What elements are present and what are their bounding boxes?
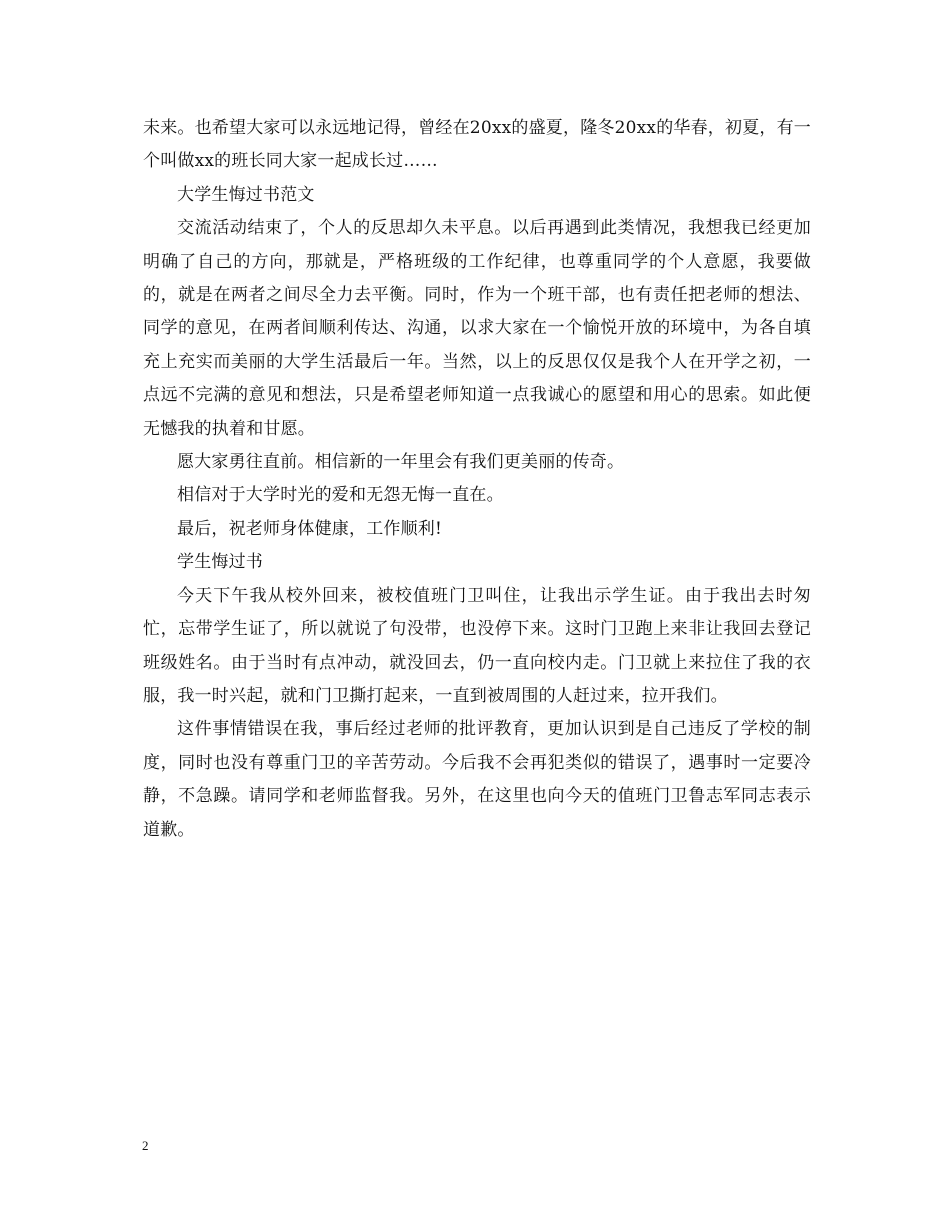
- page-number: 2: [142, 1138, 149, 1153]
- paragraph-apology: 这件事情错误在我，事后经过老师的批评教育，更加认识到是自己违反了学校的制度，同时也没有尊重门卫的辛苦劳动。今后我不会再犯类似的错误了，遇事时一定要冷静，不急躁。请同学和老师监督我。另外，在这里也向今天的值班门卫鲁志军同志表示道歉。: [143, 719, 811, 840]
- paragraph-reflection: 交流活动结束了，个人的反思却久未平息。以后再遇到此类情况，我想我已经更加明确了自己的方向，那就是，严格班级的工作纪律，也尊重同学的个人意愿，我要做的，就是在两者之间尽全力去平衡。同时，作为一个班干部，也有责任把老师的想法、同学的意见，在两者间顺利传达、沟通，以求大家在一个愉悦开放的环境中，为各自填充上充实而美丽的大学生活最后一年。当然，以上的反思仅仅是我个人在开学之初，一点远不完满的意见和想法，只是希望老师知道一点我诚心的愿望和用心的思索。如此便无憾我的执着和甘愿。: [143, 218, 811, 439]
- section-heading-student-apology: 学生悔过书: [177, 552, 263, 573]
- paragraph-wish: 愿大家勇往直前。相信新的一年里会有我们更美丽的传奇。: [177, 452, 625, 473]
- document-body: [143, 112, 811, 847]
- paragraph-closing: 最后，祝老师身体健康，工作顺利!: [177, 518, 443, 539]
- section-heading-college-apology: 大学生悔过书范文: [177, 184, 315, 205]
- paragraph-continuation: 未来。也希望大家可以永远地记得，曾经在20xx的盛夏，隆冬20xx的华春，初夏，有一个叫做xx的班长同大家一起成长过……: [143, 118, 812, 172]
- paragraph-belief: 相信对于大学时光的爱和无怨无悔一直在。: [177, 485, 504, 506]
- paragraph-incident: 今天下午我从校外回来，被校值班门卫叫住，让我出示学生证。由于我出去时匆忙，忘带学生证了，所以就说了句没带，也没停下来。这时门卫跑上来非让我回去登记班级姓名。由于当时有点冲动，就没回去，仍一直向校内走。门卫就上来拉住了我的衣服，我一时兴起，就和门卫撕打起来，一直到被周围的人赶过来，拉开我们。: [143, 585, 811, 706]
